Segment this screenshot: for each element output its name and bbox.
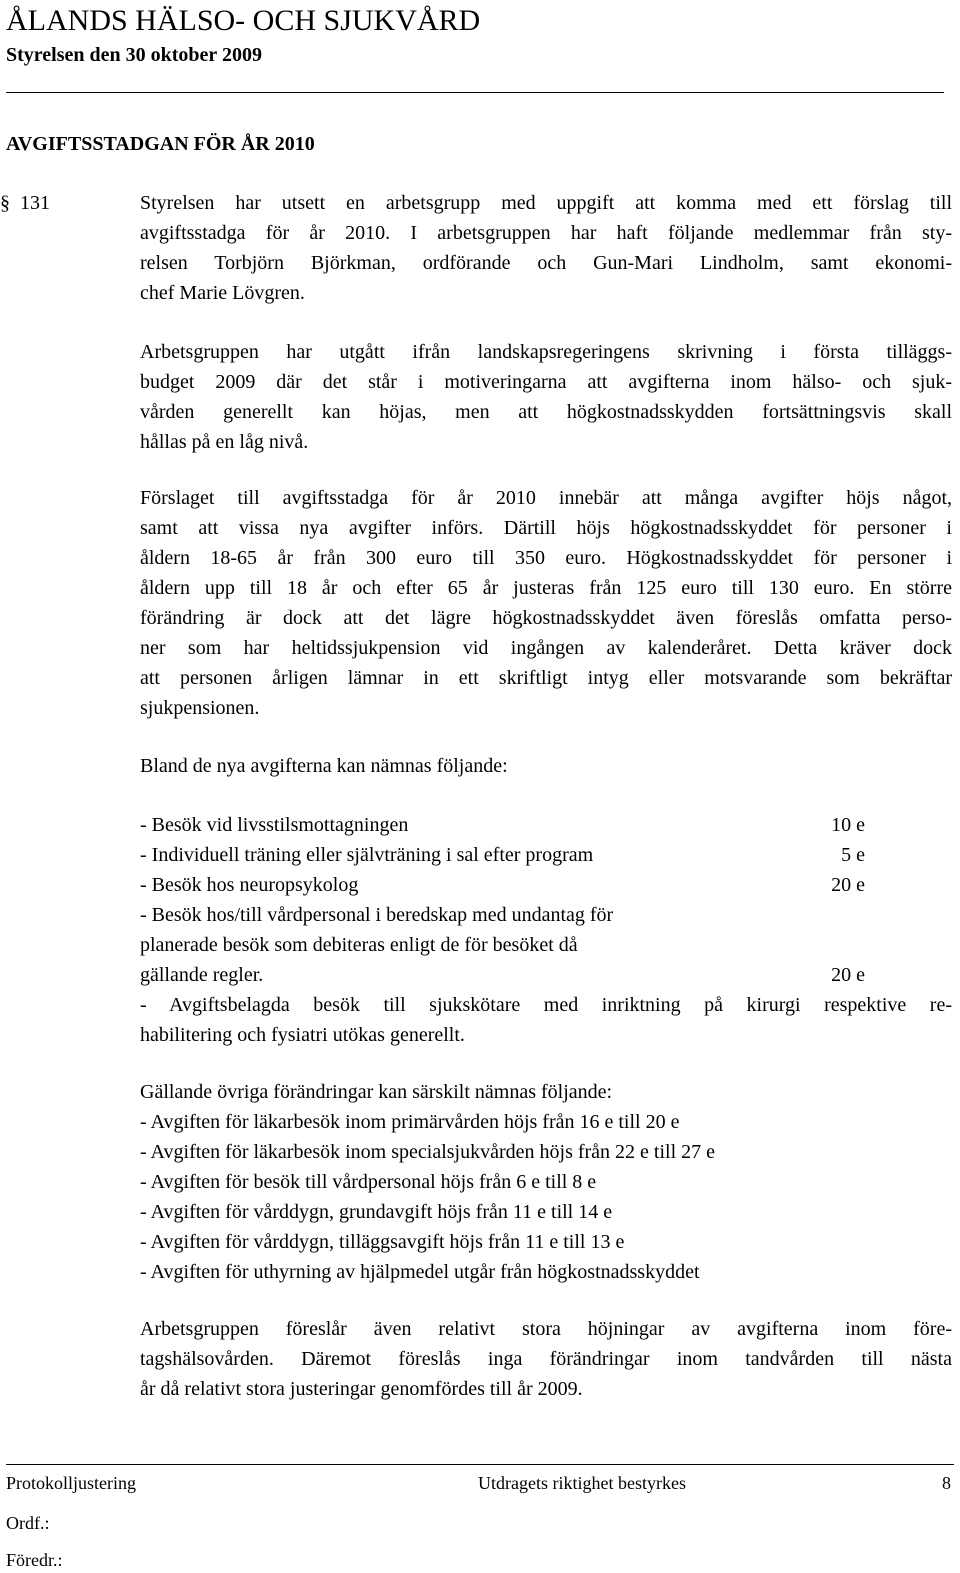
fee-row xyxy=(140,962,865,992)
closing-paragraph xyxy=(140,1316,952,1406)
text-line: Förslaget till avgiftsstadga för år 2010 innebär att många avgifter höjs något, xyxy=(140,487,952,509)
text-line: tagshälsovården. Däremot föreslås inga förändringar inom tandvården till nästa xyxy=(140,1348,952,1370)
page-number: 8 xyxy=(942,1473,951,1493)
text-line: Arbetsgruppen föreslår även relativt stora höjningar av avgifterna inom före- xyxy=(140,1318,952,1340)
header-rule xyxy=(6,92,944,93)
footer-rule xyxy=(6,1464,954,1465)
section-number-value: 131 xyxy=(20,192,50,214)
text-line: chef Marie Lövgren. xyxy=(140,282,305,304)
fee-amount: 20 e xyxy=(831,874,865,896)
fee-description: - Besök hos/till vårdpersonal i beredskap med undantag för xyxy=(140,904,614,926)
change-item: - Avgiften för vårddygn, grundavgift höjs från 11 e till 14 e xyxy=(140,1201,613,1223)
fee-description: habilitering och fysiatri utökas generellt. xyxy=(140,1024,465,1046)
text-line: Bland de nya avgifterna kan nämnas följande: xyxy=(140,755,508,777)
text-line: Styrelsen har utsett en arbetsgrupp med uppgift att komma med ett förslag till xyxy=(140,192,952,214)
fee-amount: 5 e xyxy=(841,844,865,866)
section-symbol: § xyxy=(0,192,10,214)
text-line: avgiftsstadga för år 2010. I arbetsgruppen har haft följande medlemmar från sty- xyxy=(140,222,952,244)
text-line: vården generellt kan höjas, men att högkostnadsskydden fortsättningsvis skall xyxy=(140,401,952,423)
organization-name: ÅLANDS HÄLSO- OCH SJUKVÅRD xyxy=(6,4,481,37)
text-line: budget 2009 där det står i motiveringarna att avgifterna inom hälso- och sjuk- xyxy=(140,371,952,393)
section-number xyxy=(0,190,50,216)
fee-row xyxy=(140,842,865,872)
footer-certification: Utdragets riktighet bestyrkes xyxy=(478,1473,686,1493)
new-fees-list xyxy=(140,812,952,1052)
fee-amount: 10 e xyxy=(831,814,865,836)
change-item: - Avgiften för uthyrning av hjälpmedel utgår från högkostnadsskyddet xyxy=(140,1261,700,1283)
fee-description: - Individuell träning eller självträning i sal efter program xyxy=(140,844,594,866)
text-line: relsen Torbjörn Björkman, ordförande och Gun-Mari Lindholm, samt ekonomi- xyxy=(140,252,952,274)
signature-chair-label: Ordf.: xyxy=(6,1513,50,1533)
change-item: - Avgiften för besök till vårdpersonal höjs från 6 e till 8 e xyxy=(140,1171,597,1193)
document-title: AVGIFTSSTADGAN FÖR ÅR 2010 xyxy=(6,133,315,155)
fee-description: - Besök hos neuropsykolog xyxy=(140,874,359,896)
text-line: år då relativt stora justeringar genomfördes till år 2009. xyxy=(140,1378,583,1400)
change-item: - Avgiften för vårddygn, tilläggsavgift höjs från 11 e till 13 e xyxy=(140,1231,625,1253)
changes-list xyxy=(140,1079,952,1289)
text-line: att personen årligen lämnar in ett skriftligt intyg eller motsvarande som bekräftar xyxy=(140,667,952,689)
text-line: hållas på en låg nivå. xyxy=(140,431,309,453)
new-fees-intro xyxy=(140,753,952,783)
text-line: åldern 18-65 år från 300 euro till 350 euro. Högkostnadsskyddet för personer i xyxy=(140,547,952,569)
fee-description: - Besök vid livsstilsmottagningen xyxy=(140,814,409,836)
fee-row xyxy=(140,872,865,902)
text-line: ner som har heltidssjukpension vid ingången av kalenderåret. Detta kräver dock xyxy=(140,637,952,659)
proposal-paragraph xyxy=(140,485,952,725)
signature-presenter-label: Föredr.: xyxy=(6,1550,63,1570)
text-line: åldern upp till 18 år och efter 65 år justeras från 125 euro till 130 euro. En större xyxy=(140,577,952,599)
text-line: förändring är dock att det lägre högkostnadsskyddet även föreslås omfatta perso- xyxy=(140,607,952,629)
fee-description: gällande regler. xyxy=(140,964,264,986)
change-item: - Avgiften för läkarbesök inom primärvården höjs från 16 e till 20 e xyxy=(140,1111,680,1133)
fee-description: planerade besök som debiteras enligt de för besöket då xyxy=(140,934,578,956)
meeting-date: Styrelsen den 30 oktober 2009 xyxy=(6,44,262,66)
text-line: sjukpensionen. xyxy=(140,697,260,719)
text-line: Arbetsgruppen har utgått ifrån landskapsregeringens skrivning i första tilläggs- xyxy=(140,341,952,363)
fee-row xyxy=(140,812,865,842)
footer-protocol-check: Protokolljustering xyxy=(6,1473,136,1493)
change-item: - Avgiften för läkarbesök inom specialsjukvården höjs från 22 e till 27 e xyxy=(140,1141,716,1163)
changes-intro: Gällande övriga förändringar kan särskilt nämnas följande: xyxy=(140,1081,613,1103)
fee-description: - Avgiftsbelagda besök till sjukskötare med inriktning på kirurgi respektive re- xyxy=(140,994,952,1016)
intro-paragraph xyxy=(140,190,952,310)
fee-amount: 20 e xyxy=(831,964,865,986)
text-line: samt att vissa nya avgifter införs. Därtill höjs högkostnadsskyddet för personer i xyxy=(140,517,952,539)
background-paragraph xyxy=(140,339,952,459)
